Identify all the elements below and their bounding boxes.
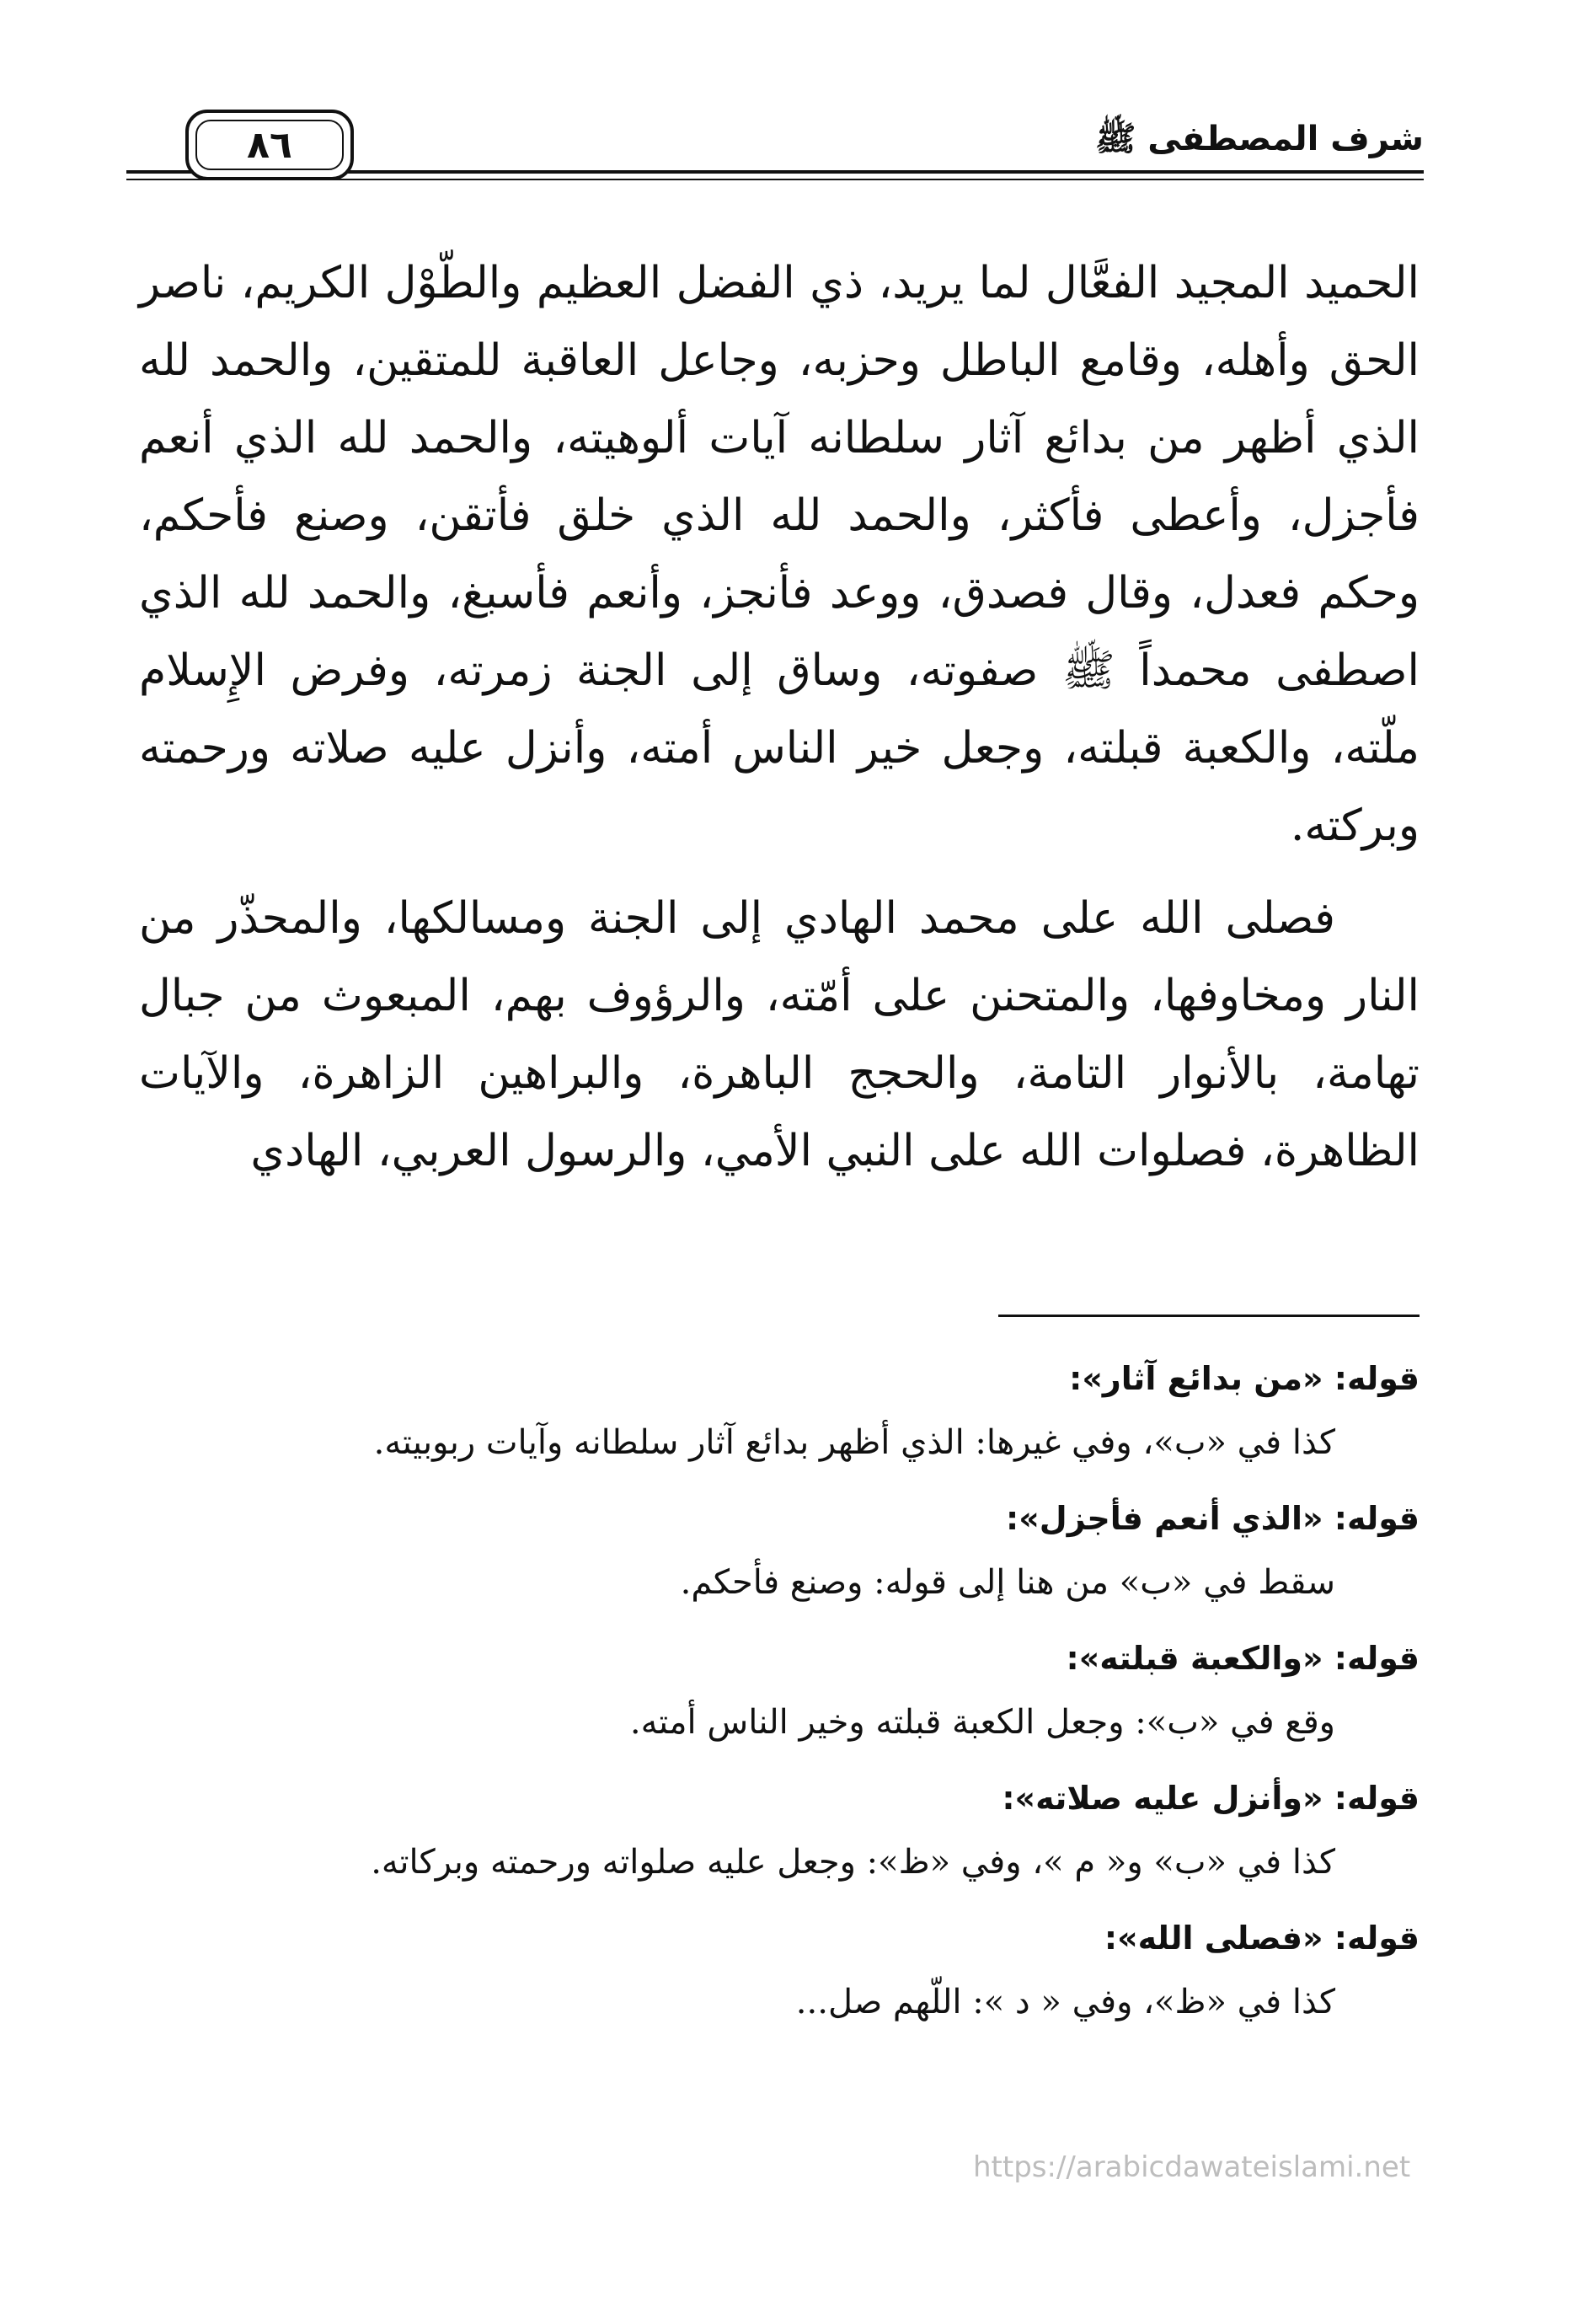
footnote-separator	[998, 1315, 1420, 1317]
footnote	[139, 1908, 1420, 2036]
footnote-heading: قوله: «فصلى الله»:	[1104, 1920, 1420, 1957]
footnote-text: كذا في «ظ»، وفي « د »: اللّهم صل...	[795, 1983, 1335, 2021]
footnote-heading: قوله: «الذي أنعم فأجزل»:	[1006, 1500, 1420, 1537]
footnote	[139, 1488, 1420, 1616]
paragraph-2: فصلى الله على محمد الهادي إلى الجنة ومسالكها، والمحذّر من النار ومخاوفها، والمتحنن على أمّته، والرؤوف بهم، المبعوث من جبال تهامة، بالأنوار التامة، والحجج الباهرة، والبراهين الزاهرة، والآيات الظاهرة، فصلوات الله على النبي الأمي، والرسول العربي، الهادي	[139, 893, 1420, 1176]
footnote-text: كذا في «ب» و« م »، وفي «ظ»: وجعل عليه صلواته ورحمته وبركاته.	[371, 1843, 1335, 1882]
page-number: ٨٦	[195, 120, 344, 170]
footnote-heading: قوله: «وأنزل عليه صلاته»:	[1002, 1780, 1420, 1817]
footnotes	[139, 1348, 1420, 2048]
footnote	[139, 1768, 1420, 1896]
page-number-frame	[185, 110, 354, 180]
footnote-text: كذا في «ب»، وفي غيرها: الذي أظهر بدائع آثار سلطانه وآيات ربوبيته.	[373, 1423, 1335, 1462]
main-text	[139, 244, 1420, 1190]
paragraph-1: الحميد المجيد الفعَّال لما يريد، ذي الفضل العظيم والطّوْل الكريم، ناصر الحق وأهله، وقامع الباطل وحزبه، وجاعل العاقبة للمتقين، والحمد لله الذي أظهر من بدائع آثار سلطانه آيات ألوهيته، والحمد لله الذي أنعم فأجزل، وأعطى فأكثر، والحمد لله الذي خلق فأتقن، وصنع فأحكم، وحكم فعدل، وقال فصدق، ووعد فأنجز، وأنعم فأسبغ، والحمد لله الذي اصطفى محمداً ﷺ صفوته، وساق إلى الجنة زمرته، وفرض الإِسلام ملّته، والكعبة قبلته، وجعل خير الناس أمته، وأنزل عليه صلاته ورحمته وبركته.	[139, 258, 1420, 851]
watermark-url: https://arabicdawateislami.net	[973, 2150, 1411, 2184]
footnote-text: سقط في «ب» من هنا إلى قوله: وصنع فأحكم.	[680, 1563, 1335, 1602]
footnote	[139, 1628, 1420, 1756]
footnote-heading: قوله: «والكعبة قبلته»:	[1066, 1640, 1420, 1677]
footnote	[139, 1348, 1420, 1476]
page-header	[126, 110, 1424, 194]
footnote-text: وقع في «ب»: وجعل الكعبة قبلته وخير الناس أمته.	[629, 1703, 1335, 1742]
footnote-heading: قوله: «من بدائع آثار»:	[1069, 1360, 1420, 1397]
running-title: شرف المصطفى ﷺ	[1094, 120, 1424, 158]
